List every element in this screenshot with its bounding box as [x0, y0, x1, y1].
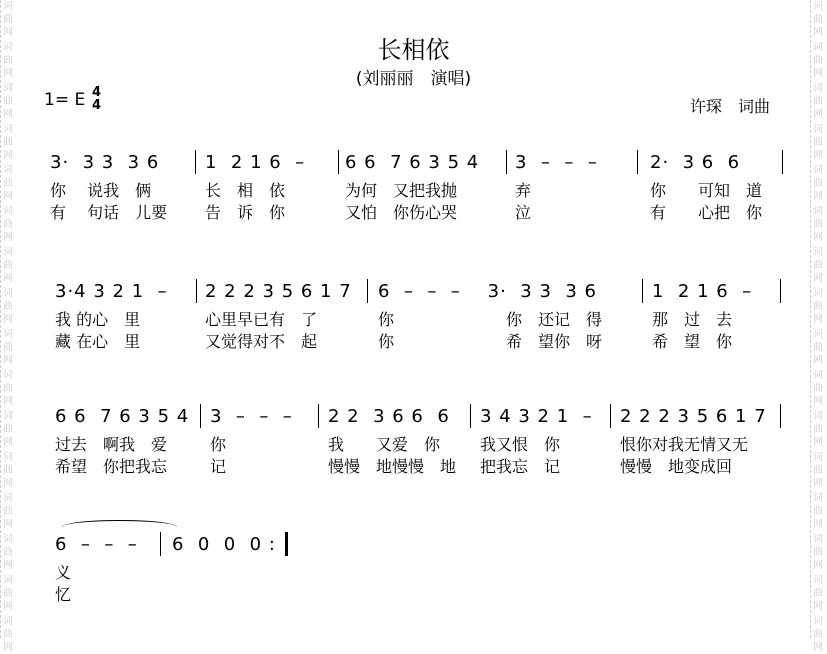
watermark-text: 词 曲 网 — [813, 165, 823, 202]
watermark-text: 词 曲 网 — [3, 616, 13, 653]
singer: (刘丽丽 演唱) — [355, 69, 472, 89]
key-signature: 1= E — [44, 90, 86, 110]
barline — [200, 404, 201, 428]
barline — [506, 150, 507, 174]
lyric-verse-2: 希望 你把我忘 — [55, 457, 168, 476]
watermark-text: 词 曲 网 — [813, 534, 823, 571]
slur — [62, 520, 177, 527]
watermark-text: 词 曲 网 — [813, 370, 823, 407]
measure-notes: 2 2 3 6 6 6 — [328, 406, 450, 427]
barline — [637, 150, 638, 174]
measure-notes: 3·4 3 2 1 – — [55, 281, 168, 302]
lyric-verse-1: 过去 啊我 爱 — [55, 435, 168, 454]
watermark-text: 词 曲 网 — [813, 329, 823, 366]
watermark-text: 词 曲 网 — [3, 575, 13, 612]
barline — [782, 150, 783, 174]
barline — [642, 279, 643, 303]
measure-notes: 2 2 2 3 5 6 1 7 — [620, 406, 767, 427]
credits: 许琛 词曲 — [690, 97, 771, 116]
barline — [470, 404, 471, 428]
barline — [338, 150, 339, 174]
watermark-text: 词 曲 网 — [3, 42, 13, 79]
final-barline — [285, 532, 288, 556]
barline — [195, 150, 196, 174]
watermark-text: 词 曲 网 — [3, 493, 13, 530]
lyric-verse-2: 你 希 望你 呀 — [378, 332, 603, 351]
lyric-verse-1: 我又恨 你 — [480, 435, 561, 454]
watermark-text: 词 曲 网 — [813, 493, 823, 530]
watermark-text: 词 曲 网 — [813, 288, 823, 325]
barline — [196, 279, 197, 303]
watermark-text: 词 曲 网 — [3, 206, 13, 243]
lyric-verse-2: 希 望 你 — [652, 332, 733, 351]
song-title: 长相依 — [377, 36, 450, 64]
time-signature — [92, 86, 101, 112]
lyric-verse-1: 我 又爱 你 — [328, 435, 441, 454]
measure-notes: 3 – – – — [210, 406, 293, 427]
watermark-text: 词 曲 网 — [3, 370, 13, 407]
lyric-verse-2: 藏 在心 里 — [55, 332, 141, 351]
lyric-verse-2: 慢慢 地慢慢 地 — [328, 457, 457, 476]
watermark-text: 词 曲 网 — [3, 534, 13, 571]
lyric-verse-2: 泣 — [515, 203, 532, 222]
watermark-text: 词 曲 网 — [3, 1, 13, 38]
watermark-text: 词 曲 网 — [3, 247, 13, 284]
watermark-text: 词 曲 网 — [3, 165, 13, 202]
measure-notes: 3· 3 3 3 6 — [50, 152, 160, 173]
lyric-verse-1: 你 — [210, 435, 227, 454]
lyric-verse-1: 你 你 还记 得 — [378, 310, 603, 329]
watermark-text: 词 曲 网 — [813, 247, 823, 284]
lyric-verse-2: 忆 — [55, 585, 72, 604]
watermark-text: 词 曲 网 — [813, 124, 823, 161]
lyric-verse-2: 慢慢 地变成回 — [620, 457, 733, 476]
measure-notes: 6 0 0 0 : — [172, 534, 276, 555]
lyric-verse-1: 那 过 去 — [652, 310, 733, 329]
lyric-verse-2: 告 诉 你 — [205, 203, 286, 222]
measure-notes: 6 6 7 6 3 5 4 — [345, 152, 480, 173]
ts-bottom: 4 — [92, 98, 102, 113]
barline — [780, 279, 781, 303]
measure-notes: 6 6 7 6 3 5 4 — [55, 406, 190, 427]
lyric-verse-2: 又怕 你伤心哭 — [345, 203, 458, 222]
measure-notes: 1 2 1 6 – — [205, 152, 306, 173]
lyric-verse-1: 长 相 依 — [205, 181, 286, 200]
lyric-verse-1: 心里早已有 了 — [205, 310, 318, 329]
watermark-text: 词 曲 网 — [3, 411, 13, 448]
barline — [318, 404, 319, 428]
lyric-verse-1: 你 可知 道 — [650, 181, 763, 200]
barline — [610, 404, 611, 428]
watermark-text: 词 曲 网 — [813, 206, 823, 243]
barline — [780, 404, 781, 428]
lyric-verse-1: 我 的心 里 — [55, 310, 141, 329]
watermark-text: 词 曲 网 — [813, 83, 823, 120]
measure-notes: 2· 3 6 6 — [650, 152, 741, 173]
watermark-text: 词 曲 网 — [813, 1, 823, 38]
measure-notes: 1 2 1 6 – — [652, 281, 753, 302]
measure-notes: 3 – – – — [515, 152, 598, 173]
barline — [367, 279, 368, 303]
lyric-verse-1: 恨你对我无情又无 — [620, 435, 749, 454]
watermark-text: 词 曲 网 — [3, 452, 13, 489]
watermark-text: 词 曲 网 — [813, 575, 823, 612]
barline — [160, 532, 161, 556]
watermark-text: 词 曲 网 — [813, 616, 823, 653]
measure-notes: 6 – – – — [55, 534, 138, 555]
lyric-verse-2: 把我忘 记 — [480, 457, 561, 476]
measure-notes: 6 – – – 3· 3 3 3 6 — [378, 281, 597, 302]
lyric-verse-1: 弃 — [515, 181, 532, 200]
watermark-text: 词 曲 网 — [813, 42, 823, 79]
ts-top: 4 — [92, 85, 102, 100]
watermark-text: 词 曲 网 — [3, 124, 13, 161]
lyric-verse-2: 有 心把 你 — [650, 203, 763, 222]
watermark-text: 词 曲 网 — [3, 329, 13, 366]
measure-notes: 2 2 2 3 5 6 1 7 — [205, 281, 352, 302]
watermark-text: 词 曲 网 — [3, 83, 13, 120]
measure-notes: 3 4 3 2 1 – — [480, 406, 593, 427]
watermark-right — [810, 0, 825, 653]
lyric-verse-1: 义 — [55, 563, 72, 582]
lyric-verse-2: 记 — [210, 457, 227, 476]
watermark-text: 词 曲 网 — [813, 452, 823, 489]
lyric-verse-2: 有 句话 儿要 — [50, 203, 168, 222]
lyric-verse-2: 又觉得对不 起 — [205, 332, 318, 351]
watermark-left — [0, 0, 15, 653]
lyric-verse-1: 为何 又把我抛 — [345, 181, 458, 200]
watermark-text: 词 曲 网 — [813, 411, 823, 448]
lyric-verse-1: 你 说我 俩 — [50, 181, 152, 200]
watermark-text: 词 曲 网 — [3, 288, 13, 325]
